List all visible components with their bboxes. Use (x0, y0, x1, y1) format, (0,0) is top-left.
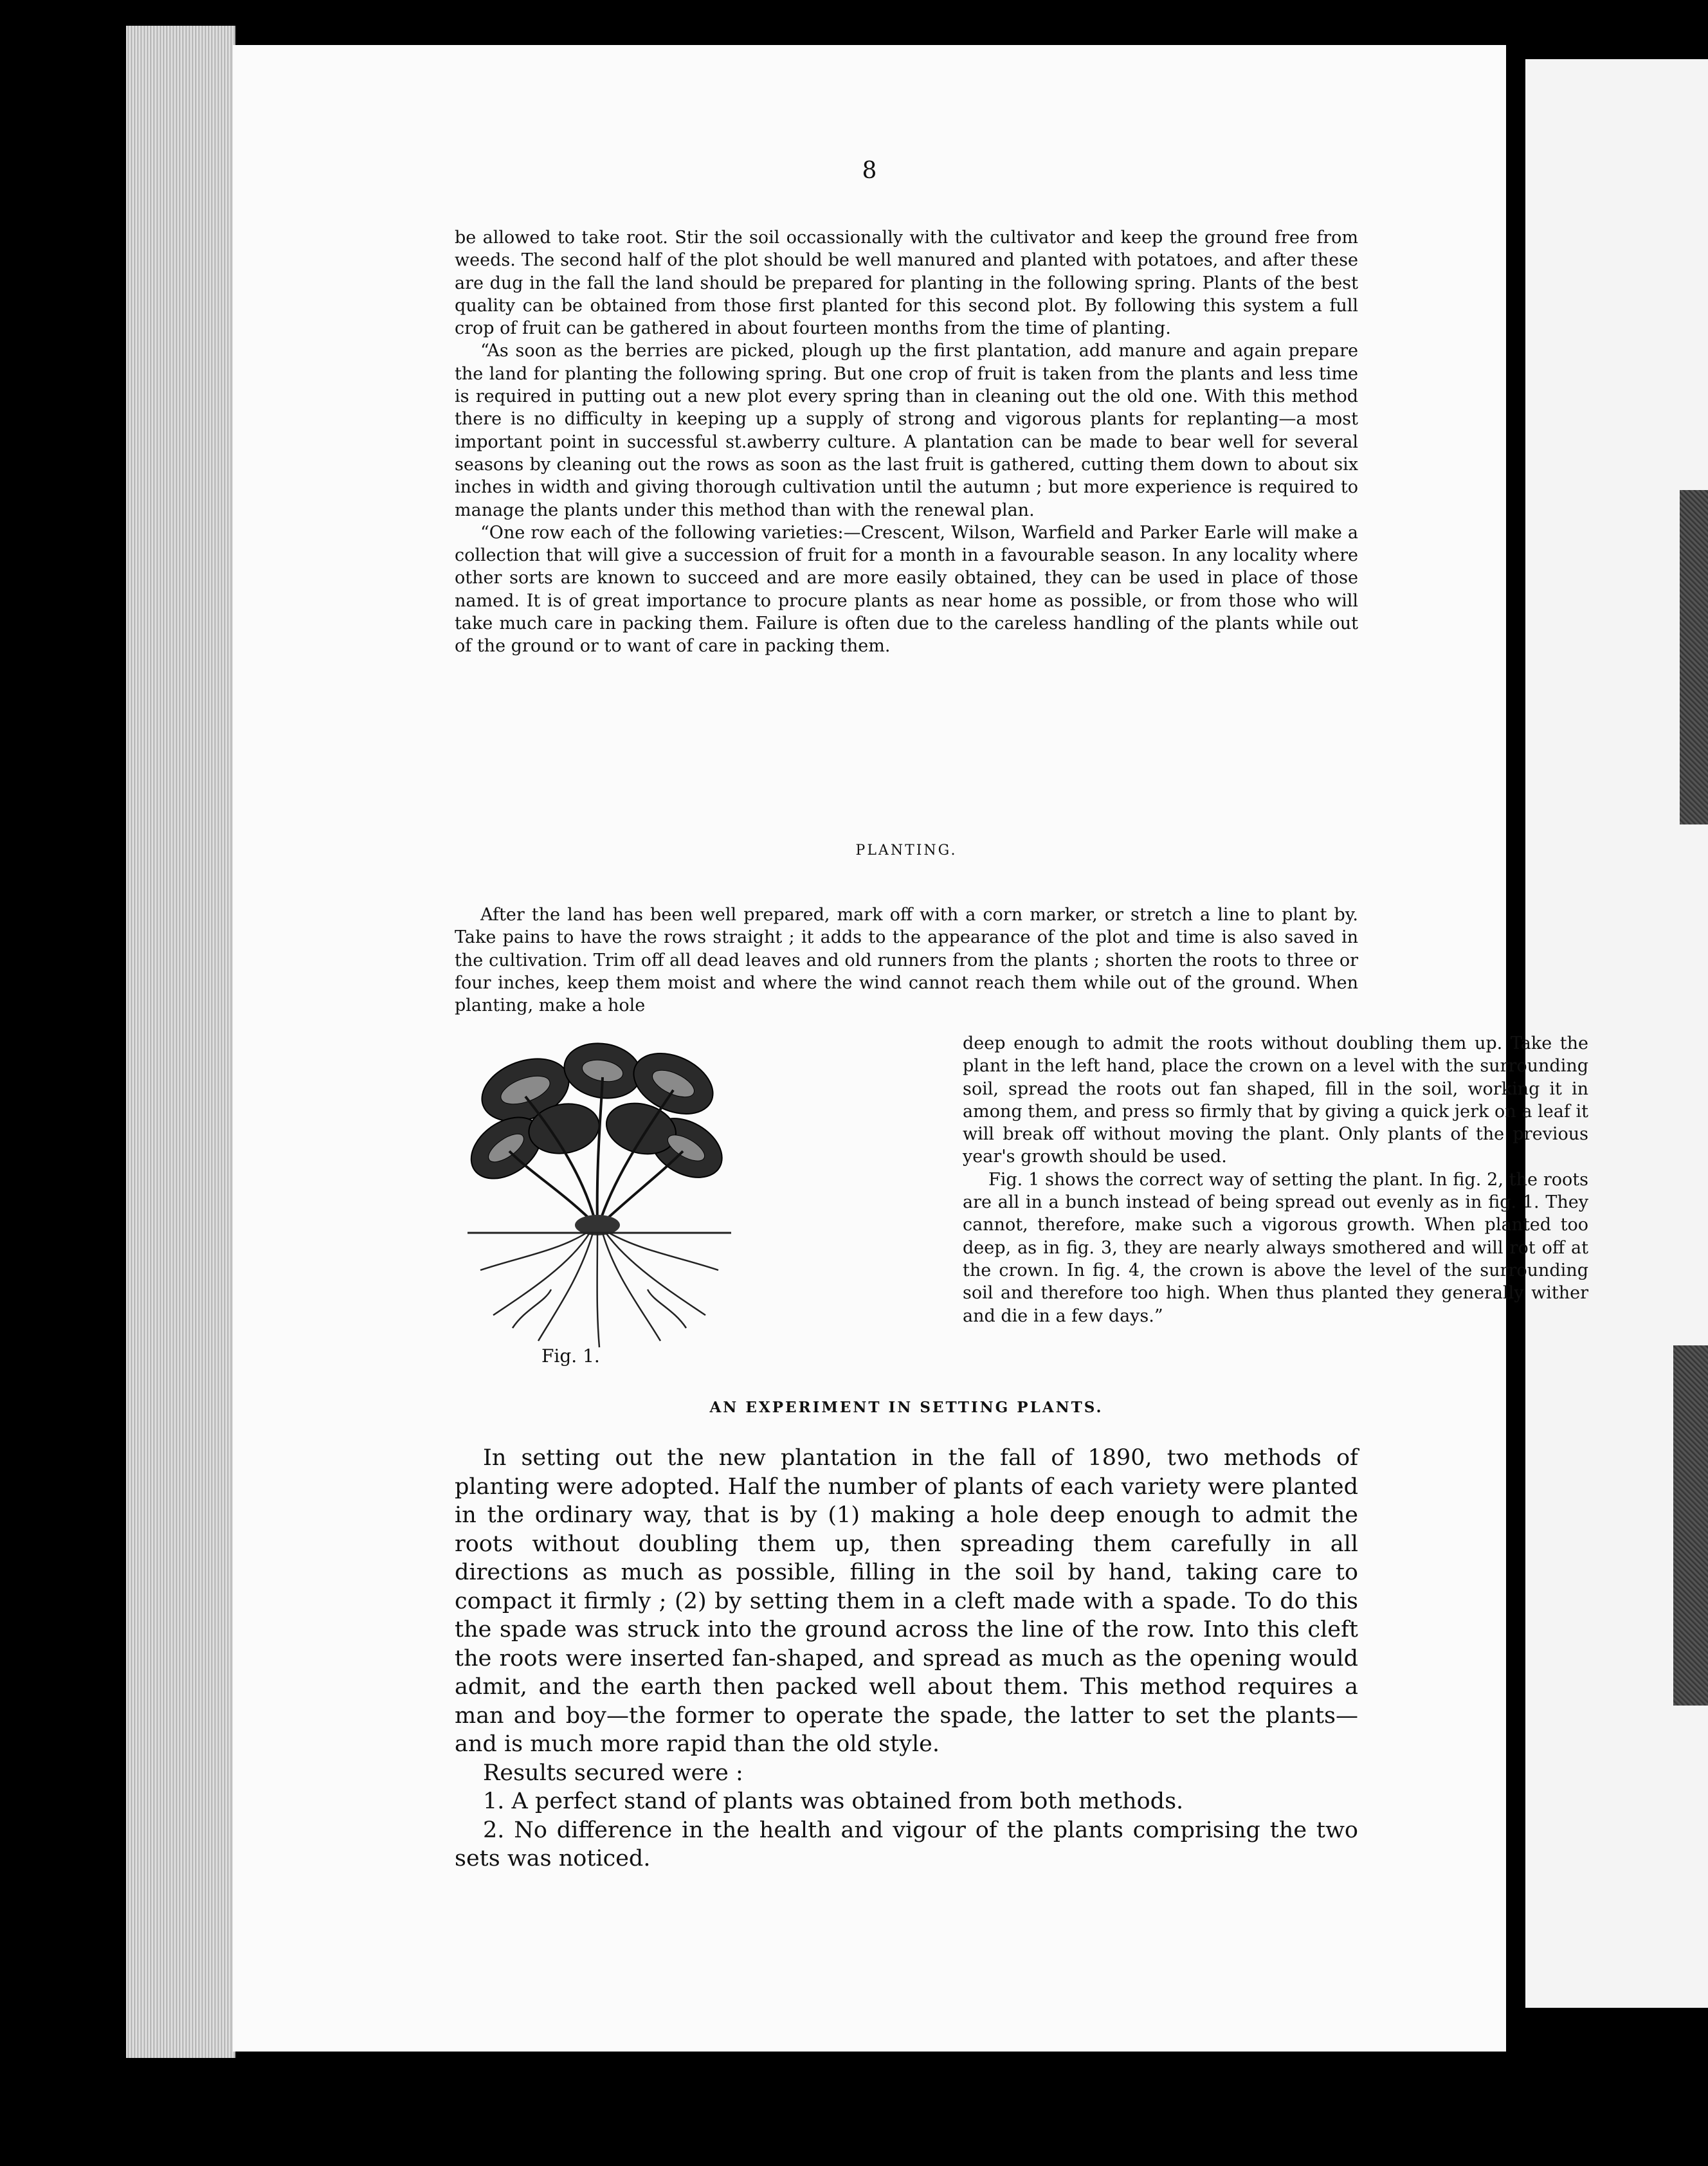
section-heading-planting: PLANTING. (855, 842, 958, 859)
strawberry-plant-icon (455, 1032, 741, 1379)
experiment-paragraph: In setting out the new plantation in the fall of 1890, two methods of planting were adopted. Half the number of plants of each variety were planted in the ordinary way, that is by (1) making a hole deep enough to admit the roots without doubling them up, then spreading them carefully in all directions as much as possible, filling in the soil by hand, taking care to compact it firmly ; (2) by setting them in a cleft made with a spade. To do this the spade was struck into the ground across the line of the row. Into this cleft the roots were inserted fan-shaped, and spread as much as the opening would admit, and the earth then packed well about them. This method requires a man and boy—the former to operate the spade, the latter to set the plants—and is much more rapid than the old style. (455, 1445, 1358, 1757)
book-page (233, 45, 1588, 2052)
planting-text-side (963, 1032, 1588, 1327)
facing-page-photo-bottom (1673, 1345, 1708, 1706)
figure-illustration (455, 1032, 741, 1354)
figure-caption: Fig. 1. (541, 1345, 600, 1367)
planting-paragraph: Fig. 1 shows the correct way of setting the plant. In fig. 2, the roots are all in a bunch instead of being spread out evenly as in fig. 1. They cannot, therefore, make such a vigorous growth. When planted too deep, as in fig. 3, they are nearly always smothered and will rot off at the crown. In fig. 4, the crown is above the level of the surrounding soil and therefore too high. When thus planted they generally wither and die in a few days.” (963, 1169, 1588, 1326)
intro-paragraph: be allowed to take root. Stir the soil occassionally with the cultivator and keep the ground free from weeds. The second half of the plot should be well manured and planted with potatoes, and after these are dug in the fall the land should be prepared for planting in the following spring. Plants of the best quality can be obtained from those first planted for this second plot. By following this system a full crop of fruit can be gathered in about fourteen months from the time of planting. (455, 228, 1358, 339)
intro-text (455, 226, 1358, 658)
planting-paragraph: deep enough to admit the roots without doubling them up. Take the plant in the left hand, place the crown on a level with the surrounding soil, spread the roots out fan shaped, fill in the soil, working it in among them, and press so firmly that by giving a quick jerk on a leaf it will break off without moving the plant. Only plants of the previous year's growth should be used. (963, 1033, 1588, 1167)
result-item: 2. No difference in the health and vigour of the plants comprising the two sets was noticed. (455, 1817, 1358, 1871)
intro-paragraph: “As soon as the berries are picked, plough up the first plantation, add manure and again prepare the land for planting the following spring. But one crop of fruit is taken from the plants and less time is required in putting out a new plot every spring than in cleaning out the old one. With this method there is no difficulty in keeping up a supply of strong and vigorous plants for replanting—a most important point in successful st.awberry culture. A plantation can be made to bear well for several seasons by cleaning out the rows as soon as the last fruit is gathered, cutting them down to about six inches in width and giving thorough cultivation until the autumn ; but more experience is required to manage the plants under this method than with the renewal plan. (455, 341, 1358, 520)
page-number: 8 (862, 158, 877, 184)
intro-paragraph: “One row each of the following varieties:—Crescent, Wilson, Warfield and Parker Earle will make a collection that will give a succession of fruit for a month in a favourable season. In any locality where other sorts are known to succeed and are more easily obtained, they can be used in place of those named. It is of great importance to procure plants as near home as possible, or from those who will take much care in packing them. Failure is often due to the careless handling of the plants while out of the ground or to want of care in packing them. (455, 522, 1358, 657)
result-item: 1. A perfect stand of plants was obtained from both methods. (483, 1788, 1184, 1814)
planting-text-top (455, 904, 1358, 1017)
facing-page-photo-top (1680, 490, 1708, 824)
section-heading-experiment: AN EXPERIMENT IN SETTING PLANTS. (709, 1399, 1104, 1416)
book-page-edge (126, 26, 235, 2058)
experiment-text (455, 1444, 1358, 1873)
planting-paragraph: After the land has been well prepared, mark off with a corn marker, or stretch a line to plant by. Take pains to have the rows straight ; it adds to the appearance of the plot and time is also saved in the cultivation. Trim off all dead leaves and old runners from the plants ; shorten the roots to three or four inches, keep them moist and where the wind cannot reach them while out of the ground. When planting, make a hole (455, 905, 1358, 1016)
results-intro: Results secured were : (483, 1760, 743, 1786)
